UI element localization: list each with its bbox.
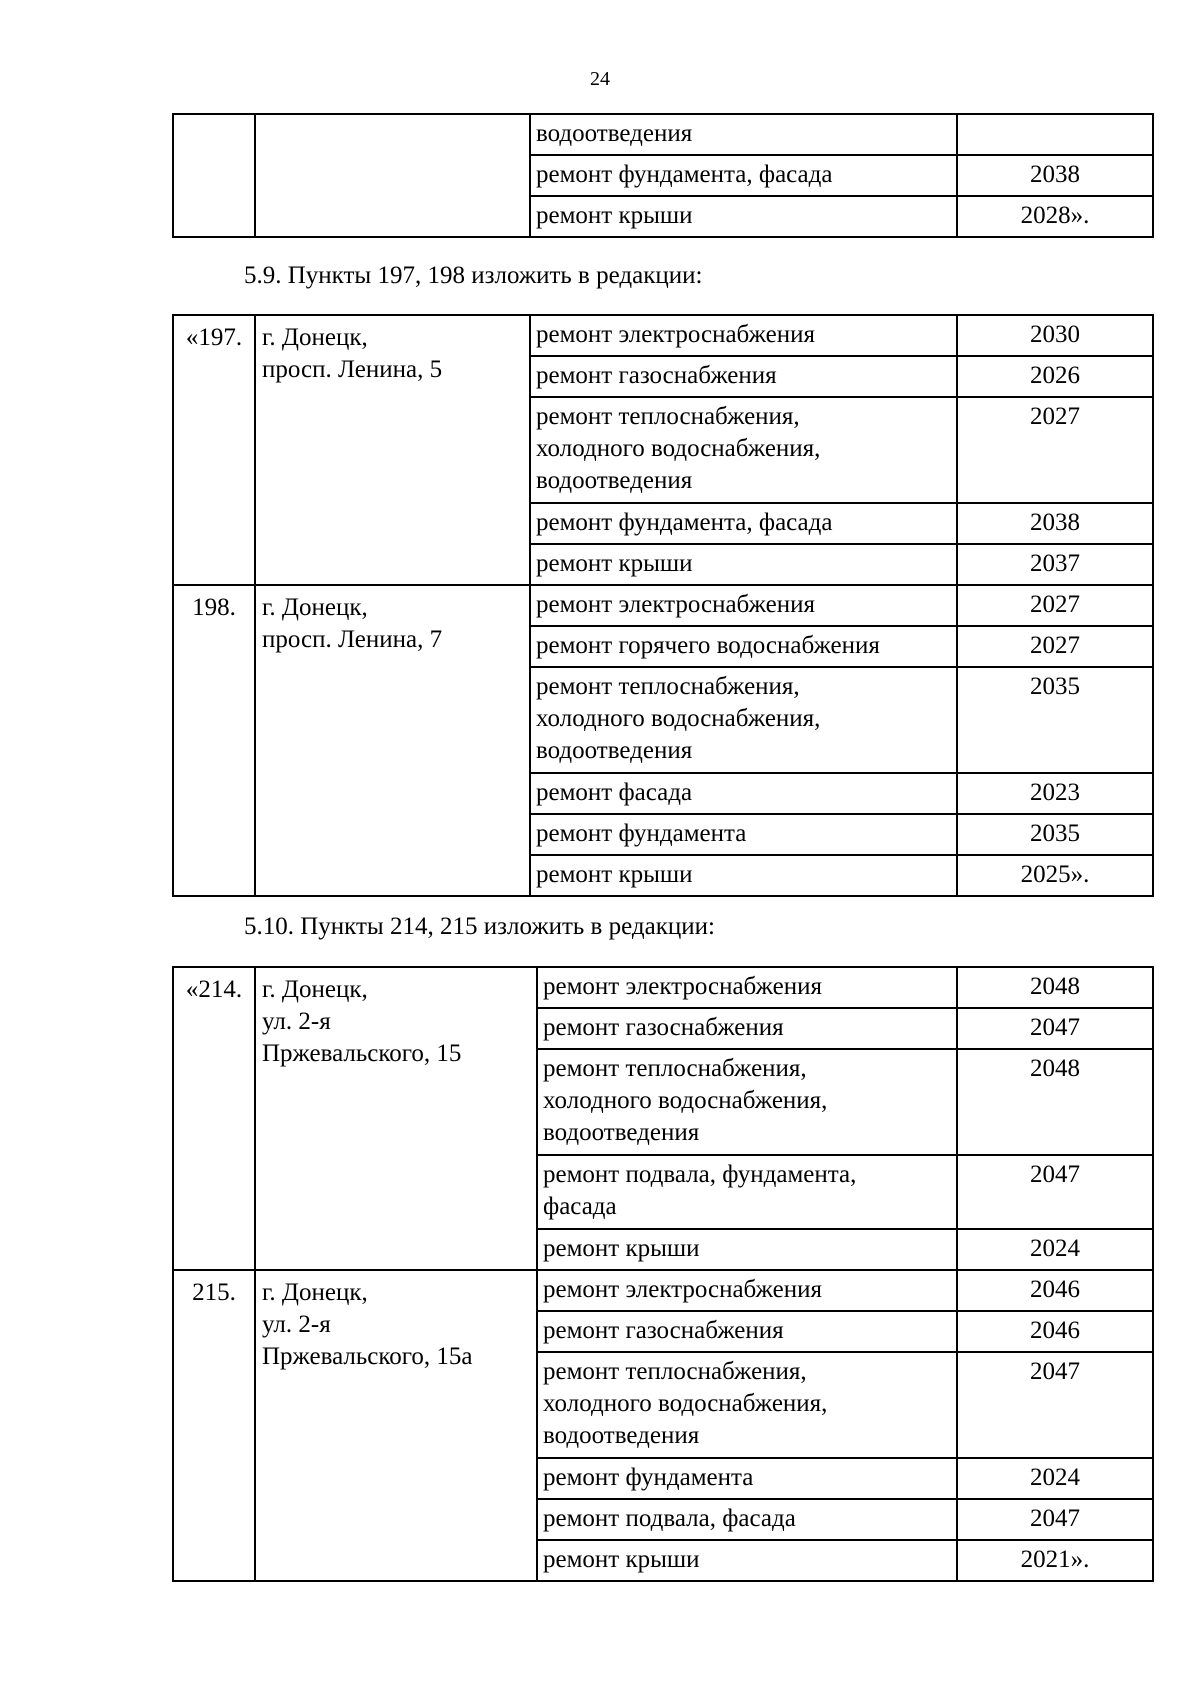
address-line: просп. Ленина, 7 (262, 626, 443, 653)
work-type-line: ремонт теплоснабжения, (543, 1358, 807, 1385)
work-type-line: ремонт теплоснабжения, (543, 1055, 807, 1082)
work-type-cell (537, 1229, 957, 1270)
address-line: г. Донецк, (262, 976, 368, 1003)
work-type-cell (537, 1155, 957, 1229)
amendment-paragraph-5-9: 5.9. Пункты 197, 198 изложить в редакции: (244, 262, 703, 289)
year-cell: 2048 (957, 967, 1153, 1008)
work-type-cell: водоотведения (530, 114, 957, 155)
work-type-cell (530, 356, 957, 397)
work-type-line: холодного водоснабжения, (543, 1087, 828, 1114)
work-type-line: ремонт электроснабжения (536, 591, 815, 618)
work-type-line: ремонт крыши (543, 1235, 700, 1262)
repair-table-197-198 (172, 314, 1154, 897)
work-type-cell (530, 814, 957, 855)
item-number-cell: «214. (173, 967, 255, 1270)
year-cell: 2021». (957, 1540, 1153, 1581)
address-line: просп. Ленина, 5 (262, 356, 443, 383)
work-type-cell (530, 773, 957, 814)
address-line: ул. 2-я (262, 1008, 331, 1035)
year-cell: 2026 (957, 356, 1153, 397)
amendment-paragraph-5-10: 5.10. Пункты 214, 215 изложить в редакции: (244, 913, 715, 940)
year-cell: 2028». (957, 196, 1153, 237)
work-type-line: ремонт фундамента (536, 820, 747, 847)
item-number-cell: «197. (173, 315, 255, 585)
year-cell: 2035 (957, 667, 1153, 773)
work-type-line: ремонт подвала, фундамента, (543, 1161, 857, 1188)
work-type-line: ремонт фундамента (543, 1464, 754, 1491)
work-type-line: ремонт газоснабжения (536, 362, 777, 389)
address-line: Пржевальского, 15а (262, 1343, 473, 1370)
work-type-cell (530, 585, 957, 626)
work-type-line: водоотведения (536, 737, 693, 764)
address-line: ул. 2-я (262, 1311, 331, 1338)
work-type-line: холодного водоснабжения, (543, 1390, 828, 1417)
year-cell: 2047 (957, 1499, 1153, 1540)
work-type-line: ремонт фасада (536, 779, 693, 806)
year-cell: 2046 (957, 1311, 1153, 1352)
work-type-line: фасада (543, 1193, 617, 1220)
work-type-line: ремонт крыши (543, 1546, 700, 1573)
table-row (173, 967, 1153, 1008)
year-cell: 2035 (957, 814, 1153, 855)
address-line: г. Донецк, (262, 324, 368, 351)
work-type-line: водоотведения (536, 467, 693, 494)
work-type-line: холодного водоснабжения, (536, 435, 821, 462)
work-type-line: ремонт крыши (536, 861, 693, 888)
year-cell: 2024 (957, 1458, 1153, 1499)
item-number-cell: 198. (173, 585, 255, 896)
work-type-line: ремонт теплоснабжения, (536, 403, 800, 430)
address-cell (255, 585, 530, 896)
work-type-line: ремонт горячего водоснабжения (536, 632, 880, 659)
work-type-line: водоотведения (543, 1422, 700, 1449)
year-cell: 2038 (957, 155, 1153, 196)
year-cell: 2027 (957, 626, 1153, 667)
year-cell (957, 114, 1153, 155)
work-type-line: ремонт крыши (536, 550, 693, 577)
year-cell: 2038 (957, 503, 1153, 544)
work-type-cell: ремонт крыши (530, 196, 957, 237)
page-number: 24 (590, 68, 610, 90)
year-cell: 2025». (957, 855, 1153, 896)
work-type-line: ремонт газоснабжения (543, 1317, 784, 1344)
year-cell: 2027 (957, 397, 1153, 503)
work-type-cell (530, 503, 957, 544)
year-cell: 2023 (957, 773, 1153, 814)
year-cell: 2048 (957, 1049, 1153, 1155)
table-row (173, 585, 1153, 626)
work-type-cell (537, 1311, 957, 1352)
year-cell: 2024 (957, 1229, 1153, 1270)
table-row (173, 315, 1153, 356)
work-type-cell (537, 1499, 957, 1540)
work-type-line: холодного водоснабжения, (536, 705, 821, 732)
work-type-line: ремонт электроснабжения (543, 1276, 822, 1303)
year-cell: 2047 (957, 1155, 1153, 1229)
address-line: Пржевальского, 15 (262, 1040, 462, 1067)
year-cell: 2027 (957, 585, 1153, 626)
work-type-cell (537, 1458, 957, 1499)
work-type-cell (530, 397, 957, 503)
work-type-line: ремонт газоснабжения (543, 1014, 784, 1041)
address-line: г. Донецк, (262, 594, 368, 621)
work-type-line: ремонт теплоснабжения, (536, 673, 800, 700)
year-cell: 2046 (957, 1270, 1153, 1311)
work-type-cell (530, 667, 957, 773)
work-type-line: ремонт электроснабжения (543, 973, 822, 1000)
work-type-cell (537, 967, 957, 1008)
repair-table-214-215 (172, 966, 1154, 1582)
repair-table-continued (172, 113, 1154, 238)
table-row (173, 1270, 1153, 1311)
year-cell: 2047 (957, 1008, 1153, 1049)
address-cell (255, 315, 530, 585)
work-type-cell (537, 1352, 957, 1458)
work-type-line: ремонт электроснабжения (536, 321, 815, 348)
work-type-cell: ремонт фундамента, фасада (530, 155, 957, 196)
work-type-cell (537, 1540, 957, 1581)
work-type-cell (530, 626, 957, 667)
address-cell (255, 114, 530, 237)
work-type-line: водоотведения (543, 1119, 700, 1146)
address-line: г. Донецк, (262, 1279, 368, 1306)
item-number-cell (173, 114, 255, 237)
work-type-cell (537, 1049, 957, 1155)
item-number-cell: 215. (173, 1270, 255, 1581)
table-row (173, 114, 1153, 155)
work-type-cell (530, 315, 957, 356)
work-type-cell (537, 1008, 957, 1049)
year-cell: 2030 (957, 315, 1153, 356)
year-cell: 2047 (957, 1352, 1153, 1458)
work-type-line: ремонт фундамента, фасада (536, 509, 833, 536)
address-cell (255, 1270, 537, 1581)
work-type-cell (530, 544, 957, 585)
work-type-line: ремонт подвала, фасада (543, 1505, 796, 1532)
work-type-cell (530, 855, 957, 896)
address-cell (255, 967, 537, 1270)
work-type-cell (537, 1270, 957, 1311)
year-cell: 2037 (957, 544, 1153, 585)
